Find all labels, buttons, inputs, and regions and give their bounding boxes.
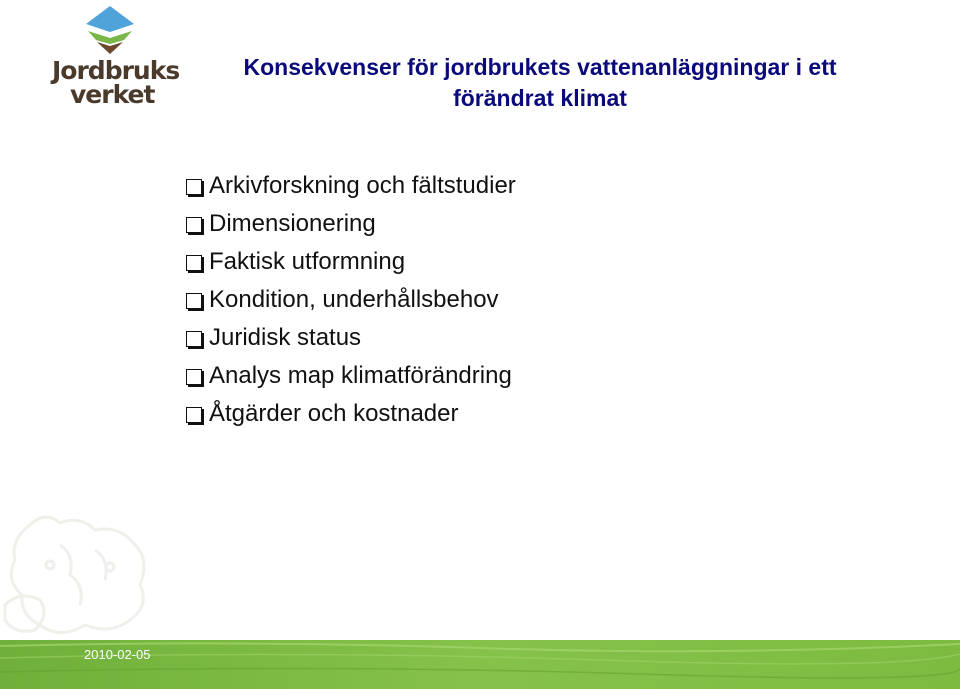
checkbox-outline-icon [186, 255, 202, 271]
checkbox-outline-icon [186, 217, 202, 233]
logo-text-line1: Jordbruks [52, 56, 180, 85]
bullet-item [186, 281, 516, 319]
bullet-list [186, 167, 516, 433]
bullet-item [186, 167, 516, 205]
footer-date: 2010-02-05 [84, 647, 151, 662]
logo-text-line2: verket [70, 80, 155, 109]
checkbox-outline-icon [186, 369, 202, 385]
bullet-item [186, 319, 516, 357]
bullet-text: Kondition, underhållsbehov [209, 286, 499, 313]
bullet-text: Juridisk status [209, 324, 362, 351]
checkbox-outline-icon [186, 293, 202, 309]
bullet-item [186, 205, 516, 243]
bullet-text: Åtgärder och kostnader [209, 400, 459, 427]
slide-title: Konsekvenser för jordbrukets vattenanläggningar i ett förändrat klimat [243, 54, 837, 111]
jordbruksverket-logo [50, 6, 180, 109]
bullet-item [186, 357, 516, 395]
bullet-text: Dimensionering [209, 210, 376, 237]
bullet-text: Analys map klimatförändring [209, 362, 512, 389]
checkbox-outline-icon [186, 179, 202, 195]
bullet-item [186, 243, 516, 281]
bullet-text: Arkivforskning och fältstudier [209, 172, 516, 199]
checkbox-outline-icon [186, 407, 202, 423]
checkbox-outline-icon [186, 331, 202, 347]
animals-watermark-icon [0, 505, 170, 645]
bullet-item [186, 395, 516, 433]
bullet-text: Faktisk utformning [209, 248, 406, 275]
